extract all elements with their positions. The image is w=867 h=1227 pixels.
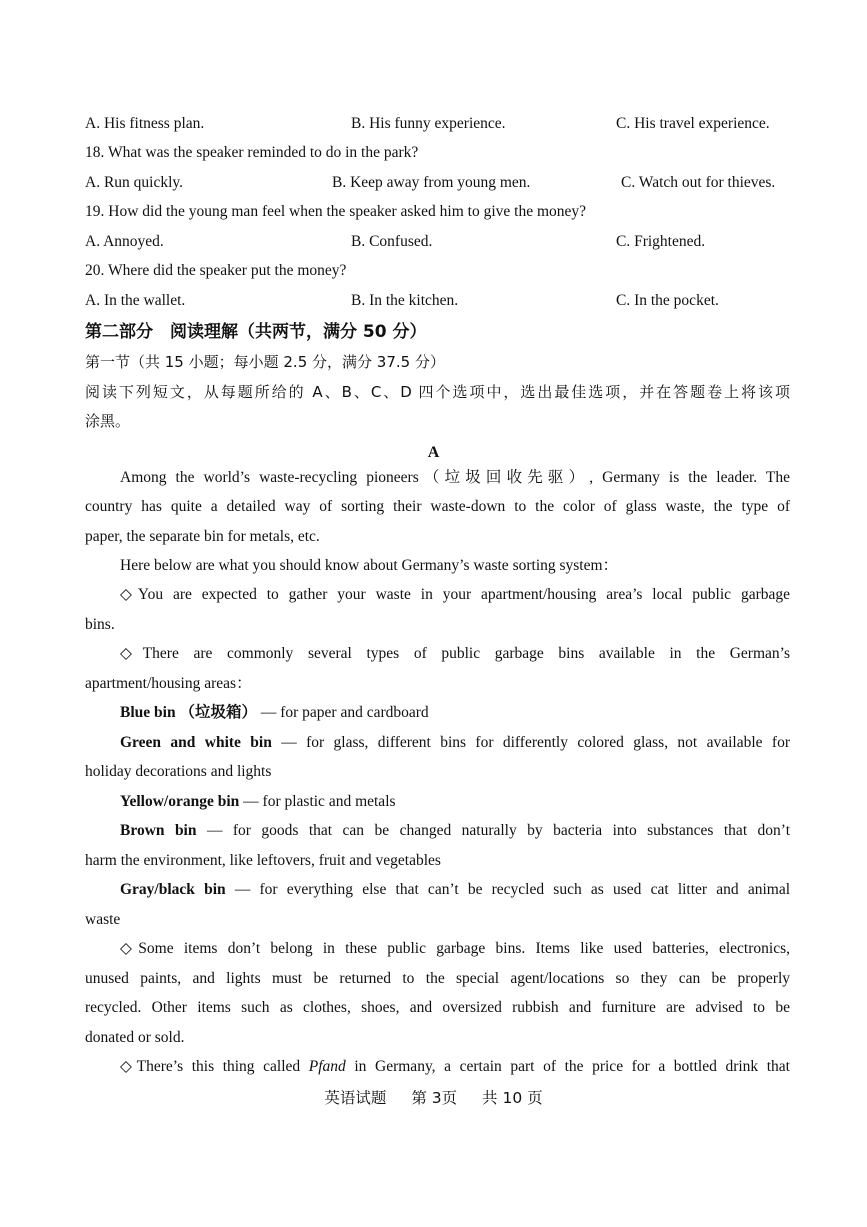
yellow-bin-line	[120, 792, 396, 812]
brown-bin-line2: harm the environment, like leftovers, fruit and vegetables	[85, 852, 441, 869]
q17-option-b: B. His funny experience.	[351, 115, 506, 132]
passage-p4-line2: apartment/housing areas：	[85, 675, 252, 692]
blue-bin-line	[120, 703, 429, 723]
passage-p5-line3: recycled. Other items such as clothes, shoes, and oversized rubbish and furniture are advised to be	[85, 999, 790, 1016]
passage-p5-line4: donated or sold.	[85, 1029, 185, 1046]
brown-bin-desc: — for goods that can be changed naturally by bacteria into substances that don’t	[196, 822, 790, 839]
q17-option-c: C. His travel experience.	[616, 115, 770, 132]
passage-p3-line1: ◇You are expected to gather your waste in your apartment/housing area’s local public garbage	[120, 586, 790, 603]
blue-bin-term: Blue bin （垃圾箱）	[120, 704, 257, 721]
green-bin-term: Green and white bin	[120, 734, 272, 751]
q18-option-a: A. Run quickly.	[85, 174, 184, 191]
footer-total-pages: 共 10 页	[482, 1089, 543, 1107]
footer-page-number: 第 3页	[411, 1089, 458, 1107]
passage-p2: Here below are what you should know about Germany’s waste sorting system：	[120, 557, 619, 574]
q19-option-a: A. Annoyed.	[85, 233, 164, 250]
instructions-line1: 阅读下列短文，从每题所给的 A、B、C、D 四个选项中，选出最佳选项，并在答题卷上将该项	[85, 383, 790, 401]
green-bin-line2: holiday decorations and lights	[85, 763, 272, 780]
q18-option-c: C. Watch out for thieves.	[621, 174, 776, 191]
q19-option-b: B. Confused.	[351, 233, 433, 250]
passage-p5-line1: ◇Some items don’t belong in these public garbage bins. Items like used batteries, electronics,	[120, 940, 790, 957]
q17-option-a: A. His fitness plan.	[85, 115, 205, 132]
gray-bin-line1	[120, 880, 790, 900]
passage-p1-line1: Among the world’s waste-recycling pioneers（垃圾回收先驱）, Germany is the leader. The	[120, 469, 790, 486]
page-footer	[0, 1086, 867, 1108]
yellow-bin-desc: — for plastic and metals	[239, 793, 396, 810]
green-bin-line1	[120, 733, 790, 753]
section1-title: 第一节（共 15 小题；每小题 2.5 分，满分 37.5 分）	[85, 353, 445, 371]
passage-p6-line1	[120, 1057, 790, 1077]
brown-bin-line1	[120, 821, 790, 841]
passage-p6-post: in Germany, a certain part of the price for a bottled drink that	[345, 1058, 790, 1075]
q20-option-c: C. In the pocket.	[616, 292, 719, 309]
blue-bin-desc: — for paper and cardboard	[256, 704, 429, 721]
instructions-line2: 涂黑。	[85, 412, 131, 430]
gray-bin-term: Gray/black bin	[120, 881, 226, 898]
passage-p6-pre: ◇There’s this thing called	[120, 1058, 309, 1075]
q19-question: 19. How did the young man feel when the speaker asked him to give the money?	[85, 203, 587, 220]
passage-p1-line2: country has quite a detailed way of sorting their waste-down to the color of glass waste, the type of	[85, 498, 790, 515]
passage-heading: A	[427, 444, 440, 461]
passage-p5-line2: unused paints, and lights must be returned to the special agent/locations so they can be properly	[85, 970, 790, 987]
passage-p3-line2: bins.	[85, 616, 115, 633]
part2-title: 第二部分 阅读理解（共两节，满分 50 分）	[85, 322, 427, 342]
brown-bin-term: Brown bin	[120, 822, 197, 839]
q20-option-a: A. In the wallet.	[85, 292, 186, 309]
passage-p4-line1: ◇There are commonly several types of public garbage bins available in the German’s	[120, 645, 790, 662]
q18-option-b: B. Keep away from young men.	[332, 174, 531, 191]
pfand-term: Pfand	[308, 1058, 346, 1075]
gray-bin-line2: waste	[85, 911, 121, 928]
q18-question: 18. What was the speaker reminded to do in the park?	[85, 144, 419, 161]
footer-subject: 英语试题	[324, 1089, 387, 1107]
green-bin-desc: — for glass, different bins for differently colored glass, not available for	[271, 734, 790, 751]
q19-option-c: C. Frightened.	[616, 233, 706, 250]
q20-option-b: B. In the kitchen.	[351, 292, 459, 309]
passage-p1-line3: paper, the separate bin for metals, etc.	[85, 528, 320, 545]
yellow-bin-term: Yellow/orange bin	[120, 793, 240, 810]
gray-bin-desc: — for everything else that can’t be recycled such as used cat litter and animal	[225, 881, 791, 898]
q20-question: 20. Where did the speaker put the money?	[85, 262, 347, 279]
